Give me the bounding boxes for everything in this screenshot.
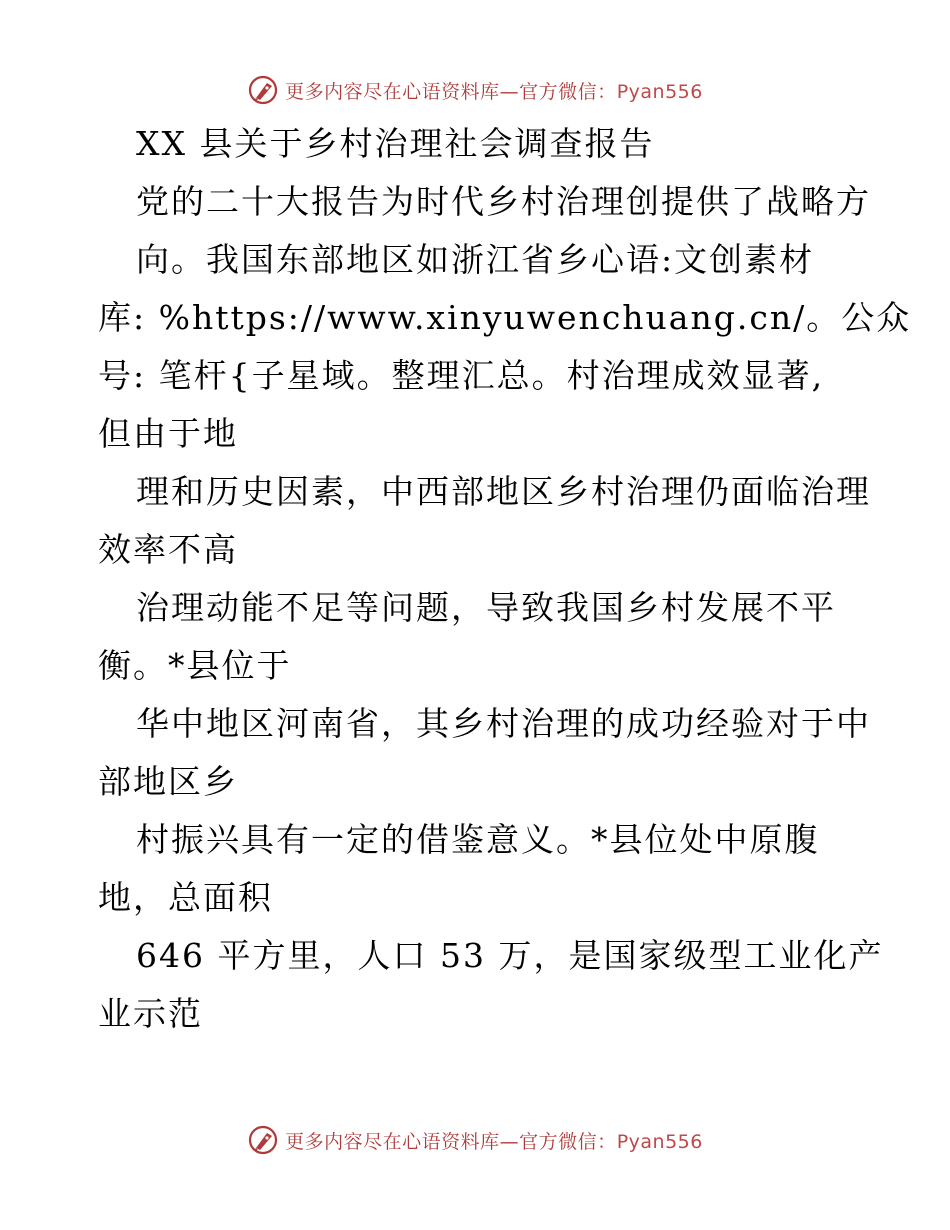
paragraph-line-8: 治理动能不足等问题，导致我国乡村发展不平 <box>136 588 836 627</box>
paragraph-line-14: 646 平方里，人口 53 万，是国家级型工业化产 <box>136 936 884 975</box>
paragraph-line-4: 号: 笔杆{子星域。整理汇总。村治理成效显著, <box>98 356 825 395</box>
paragraph-line-10: 华中地区河南省，其乡村治理的成功经验对于中 <box>136 704 871 743</box>
footer-banner-main: 更多内容尽在心语资料库 <box>285 1130 500 1153</box>
header-banner-text <box>285 77 703 104</box>
header-banner-dash: — <box>499 80 520 103</box>
paragraph-line-3: 库: %https://www.xinyuwenchuang.cn/。公众 <box>98 298 912 337</box>
paragraph-line-9: 衡。*县位于 <box>98 646 292 685</box>
paragraph-line-2: 向。我国东部地区如浙江省乡心语:文创素材 <box>136 240 815 279</box>
paragraph-line-15: 业示范 <box>98 994 203 1033</box>
footer-banner-dash: — <box>499 1130 520 1153</box>
footer-banner-text <box>285 1127 703 1154</box>
paragraph-line-7: 效率不高 <box>98 530 238 569</box>
pen-nib-logo-icon <box>247 1124 279 1156</box>
paragraph-line-12: 村振兴具有一定的借鉴意义。*县位处中原腹 <box>136 820 820 859</box>
header-banner-wechat-id: Pyan556 <box>616 80 703 103</box>
footer-banner <box>0 1120 950 1160</box>
paragraph-line-6: 理和历史因素，中西部地区乡村治理仍面临治理 <box>136 472 871 511</box>
header-banner <box>0 70 950 110</box>
footer-banner-sub: 官方微信： <box>519 1130 617 1153</box>
paragraph-line-13: 地，总面积 <box>98 878 273 917</box>
paragraph-line-5: 但由于地 <box>98 414 238 453</box>
paragraph-line-11: 部地区乡 <box>98 762 238 801</box>
pen-nib-logo-icon <box>247 74 279 106</box>
header-banner-main: 更多内容尽在心语资料库 <box>285 80 500 103</box>
document-title: XX 县关于乡村治理社会调查报告 <box>136 124 655 163</box>
paragraph-line-1: 党的二十大报告为时代乡村治理创提供了战略方 <box>136 182 871 221</box>
footer-banner-wechat-id: Pyan556 <box>616 1130 703 1153</box>
header-banner-sub: 官方微信： <box>519 80 617 103</box>
